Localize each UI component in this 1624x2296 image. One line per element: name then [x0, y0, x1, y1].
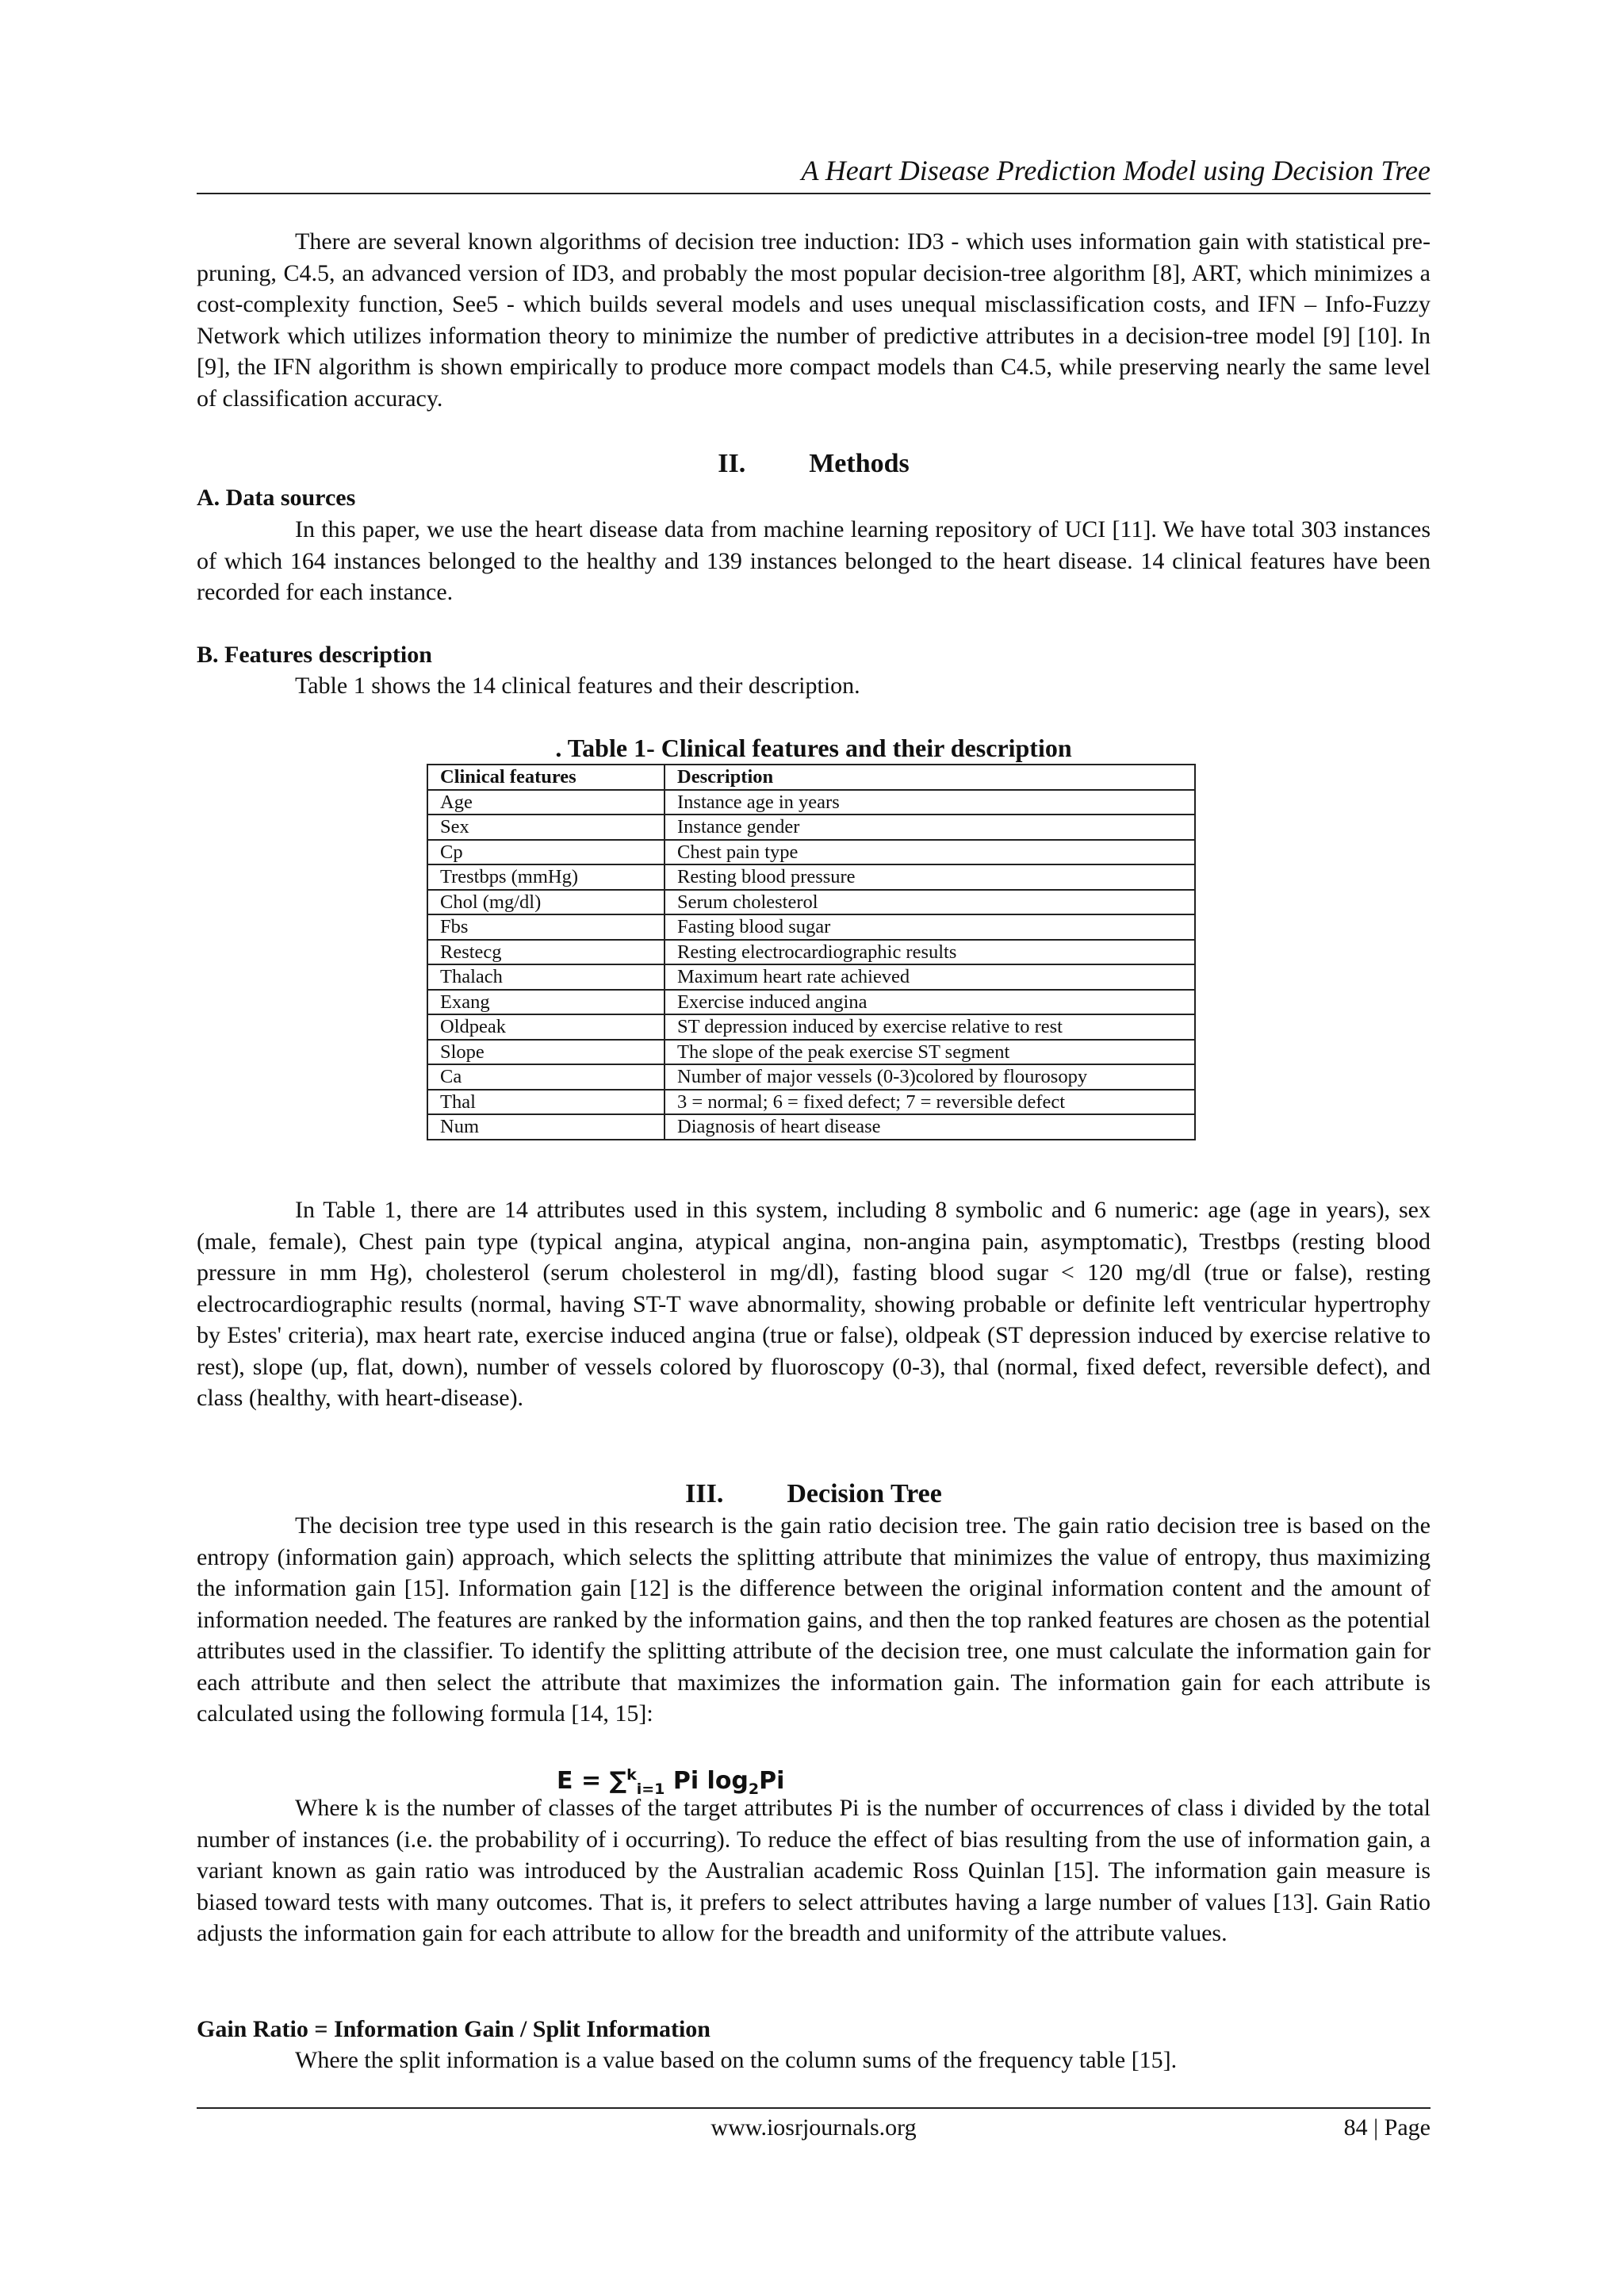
subsection-b-heading: B. Features description — [197, 642, 432, 668]
feature-description: Chest pain type — [665, 840, 1195, 865]
formula-lower-limit: i=1 — [636, 1780, 665, 1798]
section-2-heading — [197, 447, 1431, 481]
formula-lhs: E = — [557, 1767, 610, 1795]
feature-description: Number of major vessels (0-3)colored by flourosopy — [665, 1064, 1195, 1090]
decision-tree-paragraph-2 — [197, 1792, 1431, 1949]
feature-description: Maximum heart rate achieved — [665, 964, 1195, 990]
formula-body: Pi log — [672, 1767, 749, 1795]
table-row — [427, 990, 1195, 1015]
footer-page-number: 84 | Page — [1343, 2114, 1431, 2141]
feature-name: Restecg — [427, 940, 665, 965]
header-rule — [197, 193, 1431, 194]
table-discussion-text: In Table 1, there are 14 attributes used in this system, including 8 symbolic and 6 numeric: age (age in years), sex (male, female), Chest pain type (typical angina, atypical angina, non-angina pain, asymptomatic), Trestbps (resting blood pressure in mm Hg), cholesterol (serum cholesterol in mg/dl), fasting blood sugar < 120 mg/dl (true or false), resting electrocardiographic results (normal, having ST-T wave abnormality, showing probable or definite left ventricular hypertrophy by Estes' criteria), max heart rate, exercise induced angina (true or false), oldpeak (ST depression induced by exercise relative to rest), slope (up, flat, down), number of vessels colored by fluoroscopy (0-3), thal (normal, fixed defect, reversible defect), and class (healthy, with heart-disease). — [197, 1197, 1431, 1411]
feature-name: Sex — [427, 815, 665, 840]
intro-paragraph — [197, 226, 1431, 414]
column-header-clinical-features: Clinical features — [427, 765, 665, 790]
running-header: A Heart Disease Prediction Model using Decision Tree — [801, 155, 1431, 186]
feature-name: Chol (mg/dl) — [427, 890, 665, 915]
feature-description: Fasting blood sugar — [665, 914, 1195, 940]
column-header-description: Description — [665, 765, 1195, 790]
table-row — [427, 1114, 1195, 1140]
decision-tree-paragraph-1 — [197, 1510, 1431, 1730]
features-description-text: Table 1 shows the 14 clinical features and their description. — [295, 673, 860, 699]
table-row — [427, 1090, 1195, 1115]
feature-name: Slope — [427, 1040, 665, 1065]
gain-ratio-equation: Gain Ratio = Information Gain / Split Information — [197, 2016, 710, 2042]
data-sources-text: In this paper, we use the heart disease data from machine learning repository of UCI [11]. We have total 303 instances of which 164 instances belonged to the healthy and 139 instances belonged to the heart disease. 14 clinical features have been recorded for each instance. — [197, 516, 1431, 605]
feature-name: Ca — [427, 1064, 665, 1090]
table-1-caption: . Table 1- Clinical features and their description — [555, 734, 1072, 762]
table-row — [427, 890, 1195, 915]
feature-description: Exercise induced angina — [665, 990, 1195, 1015]
section-3-heading — [197, 1477, 1431, 1512]
table-row — [427, 1014, 1195, 1040]
footer-rule — [197, 2107, 1431, 2109]
section-2-title: Methods — [809, 449, 910, 478]
feature-description: Diagnosis of heart disease — [665, 1114, 1195, 1140]
table-row — [427, 840, 1195, 865]
split-information-paragraph — [197, 2045, 1431, 2076]
feature-name: Fbs — [427, 914, 665, 940]
subsection-a-heading: A. Data sources — [197, 485, 356, 511]
subsection-a-paragraph — [197, 514, 1431, 608]
feature-name: Cp — [427, 840, 665, 865]
feature-name: Age — [427, 790, 665, 815]
table-row — [427, 790, 1195, 815]
decision-tree-text-2: Where k is the number of classes of the target attributes Pi is the number of occurrences of class i divided by the total number of instances (i.e. the probability of i occurring). To reduce the effect of bias resulting from the use of information gain, a variant known as gain ratio was introduced by the Australian academic Ross Quinlan [15]. The information gain measure is biased toward tests with many outcomes. That is, it prefers to select attributes having a large number of values [13]. Gain Ratio adjusts the information gain for each attribute to allow for the breadth and uniformity of the attribute values. — [197, 1795, 1431, 1946]
table-row — [427, 1064, 1195, 1090]
formula-tail: Pi — [759, 1767, 785, 1795]
feature-description: Resting blood pressure — [665, 864, 1195, 890]
clinical-features-table — [427, 764, 1196, 1140]
table-row — [427, 864, 1195, 890]
feature-name: Thal — [427, 1090, 665, 1115]
table-row — [427, 1040, 1195, 1065]
feature-name: Oldpeak — [427, 1014, 665, 1040]
formula-log-base: 2 — [748, 1780, 760, 1798]
feature-description: Instance gender — [665, 815, 1195, 840]
feature-description: Resting electrocardiographic results — [665, 940, 1195, 965]
subsection-b-paragraph — [197, 670, 1431, 702]
table-row — [427, 940, 1195, 965]
footer-journal-url: www.iosrjournals.org — [710, 2114, 917, 2141]
feature-description: The slope of the peak exercise ST segment — [665, 1040, 1195, 1065]
feature-description: ST depression induced by exercise relative to rest — [665, 1014, 1195, 1040]
feature-name: Thalach — [427, 964, 665, 990]
formula-upper-limit: k — [626, 1766, 637, 1784]
feature-description: Instance age in years — [665, 790, 1195, 815]
table-row — [427, 815, 1195, 840]
section-3-number: III. — [685, 1479, 724, 1508]
intro-text: There are several known algorithms of decision tree induction: ID3 - which uses information gain with statistical pre-pruning, C4.5, an advanced version of ID3, and probably the most popular decision-tree algorithm [8], ART, which minimizes a cost-complexity function, See5 - which builds several models and uses unequal misclassification costs, and IFN – Info-Fuzzy Network which utilizes information theory to minimize the number of predictive attributes in a decision-tree model [9] [10]. In [9], the IFN algorithm is shown empirically to produce more compact models than C4.5, while preserving nearly the same level of classification accuracy. — [197, 228, 1431, 412]
section-2-number: II. — [718, 449, 746, 478]
formula-sum-symbol: ∑ — [609, 1767, 627, 1795]
section-3-title: Decision Tree — [787, 1479, 942, 1508]
table-row — [427, 914, 1195, 940]
feature-name: Exang — [427, 990, 665, 1015]
feature-description: Serum cholesterol — [665, 890, 1195, 915]
table-row — [427, 964, 1195, 990]
table-header-row — [427, 765, 1195, 790]
feature-name: Num — [427, 1114, 665, 1140]
table-discussion-paragraph — [197, 1194, 1431, 1414]
feature-name: Trestbps (mmHg) — [427, 864, 665, 890]
split-information-text: Where the split information is a value based on the column sums of the frequency table [15]. — [295, 2047, 1178, 2073]
feature-description: 3 = normal; 6 = fixed defect; 7 = reversible defect — [665, 1090, 1195, 1115]
decision-tree-text-1: The decision tree type used in this research is the gain ratio decision tree. The gain ratio decision tree is based on the entropy (information gain) approach, which selects the splitting attribute that minimizes the value of entropy, thus maximizing the information gain [15]. Information gain [12] is the difference between the original information content and the amount of information needed. The features are ranked by the information gains, and then the top ranked features are chosen as the potential attributes used in the classifier. To identify the splitting attribute of the decision tree, one must calculate the information gain for each attribute and then select the attribute that maximizes the information gain. The information gain for each attribute is calculated using the following formula [14, 15]: — [197, 1512, 1431, 1727]
